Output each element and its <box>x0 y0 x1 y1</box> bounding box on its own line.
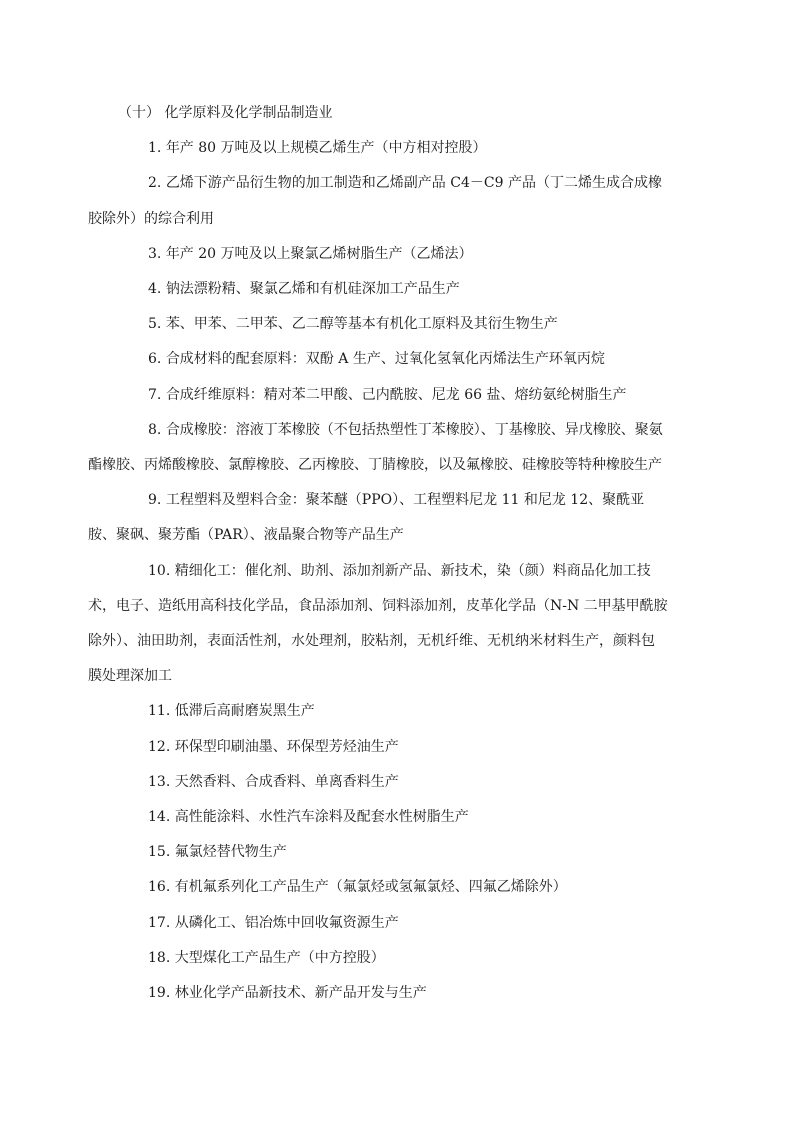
item-text: 从磷化工、铝冶炼中回收氟资源生产 <box>174 914 399 931</box>
item-text: 大型煤化工产品生产（中方控股） <box>174 949 385 966</box>
list-item <box>88 483 668 553</box>
item-number: 9. <box>148 492 162 509</box>
list-item <box>88 941 668 976</box>
item-number: 7. <box>148 386 162 403</box>
item-number: 1. <box>148 140 162 157</box>
item-number: 13. <box>148 773 171 790</box>
item-text: 年产 80 万吨及以上规模乙烯生产（中方相对控股） <box>165 140 487 157</box>
item-number: 4. <box>148 281 162 298</box>
item-text: 高性能涂料、水性汽车涂料及配套水性树脂生产 <box>174 809 469 826</box>
item-number: 18. <box>148 949 171 966</box>
list-item <box>88 378 668 413</box>
item-text: 精细化工：催化剂、助剂、添加剂新产品、新技术，染（颜）料商品化加工技术，电子、造纸用高科技化学品，食品添加剂、饲料添加剂，皮革化学品（N-N 二甲基甲酰胺除外）、油田助剂，表面活性剂，水处理剂，胶粘剂，无机纤维、无机纳米材料生产，颜料包膜处理深加工 <box>88 562 668 685</box>
item-number: 8. <box>148 421 162 438</box>
item-number: 15. <box>148 844 171 861</box>
item-text: 合成材料的配套原料：双酚 A 生产、过氧化氢氧化丙烯法生产环氧丙烷 <box>165 351 605 368</box>
list-item <box>88 694 668 729</box>
item-text: 合成橡胶：溶液丁苯橡胶（不包括热塑性丁苯橡胶）、丁基橡胶、异戊橡胶、聚氨酯橡胶、丙烯酸橡胶、氯醇橡胶、乙丙橡胶、丁腈橡胶，以及氟橡胶、硅橡胶等特种橡胶生产 <box>88 421 663 474</box>
item-number: 11. <box>148 703 171 720</box>
list-item <box>88 342 668 377</box>
list-item <box>88 906 668 941</box>
item-text: 氟氯烃替代物生产 <box>174 844 287 861</box>
list-item <box>88 166 668 236</box>
item-number: 3. <box>148 245 162 262</box>
item-text: 林业化学产品新技术、新产品开发与生产 <box>174 985 427 1002</box>
list-item <box>88 976 668 1011</box>
item-text: 乙烯下游产品衍生物的加工制造和乙烯副产品 C4－C9 产品（丁二烯生成合成橡胶除外）的综合利用 <box>88 175 662 227</box>
list-item <box>88 730 668 765</box>
section-title: （十） 化学原料及化学制品制造业 <box>118 105 333 121</box>
list-item <box>88 835 668 870</box>
list-item <box>88 131 668 166</box>
list-item <box>88 765 668 800</box>
document-page <box>88 96 668 1011</box>
item-number: 12. <box>148 738 171 755</box>
list-item <box>88 870 668 905</box>
item-number: 16. <box>148 879 171 896</box>
item-number: 6. <box>148 351 162 368</box>
item-number: 5. <box>148 316 162 333</box>
item-number: 2. <box>148 175 162 192</box>
item-number: 19. <box>148 985 171 1002</box>
list-item <box>88 800 668 835</box>
item-text: 低滞后高耐磨炭黑生产 <box>174 703 315 720</box>
item-text: 钠法漂粉精、聚氯乙烯和有机硅深加工产品生产 <box>165 281 460 298</box>
item-text: 工程塑料及塑料合金：聚苯醚（PPO）、工程塑料尼龙 11 和尼龙 12、聚酰亚胺、聚砜、聚芳酯（PAR）、液晶聚合物等产品生产 <box>88 492 645 544</box>
item-text: 环保型印刷油墨、环保型芳烃油生产 <box>174 738 399 755</box>
list-item <box>88 237 668 272</box>
list-item <box>88 307 668 342</box>
item-text: 年产 20 万吨及以上聚氯乙烯树脂生产（乙烯法） <box>165 245 473 262</box>
list-item <box>88 554 668 695</box>
item-text: 合成纤维原料：精对苯二甲酸、己内酰胺、尼龙 66 盐、熔纺氨纶树脂生产 <box>165 386 627 403</box>
list-item <box>88 413 668 483</box>
item-text: 天然香料、合成香料、单离香料生产 <box>174 773 399 790</box>
item-text: 有机氟系列化工产品生产（氟氯烃或氢氟氯烃、四氟乙烯除外） <box>174 879 567 896</box>
item-number: 14. <box>148 809 171 826</box>
item-text: 苯、甲苯、二甲苯、乙二醇等基本有机化工原料及其衍生物生产 <box>165 316 558 333</box>
item-number: 10. <box>148 562 171 579</box>
item-number: 17. <box>148 914 171 931</box>
list-item <box>88 272 668 307</box>
